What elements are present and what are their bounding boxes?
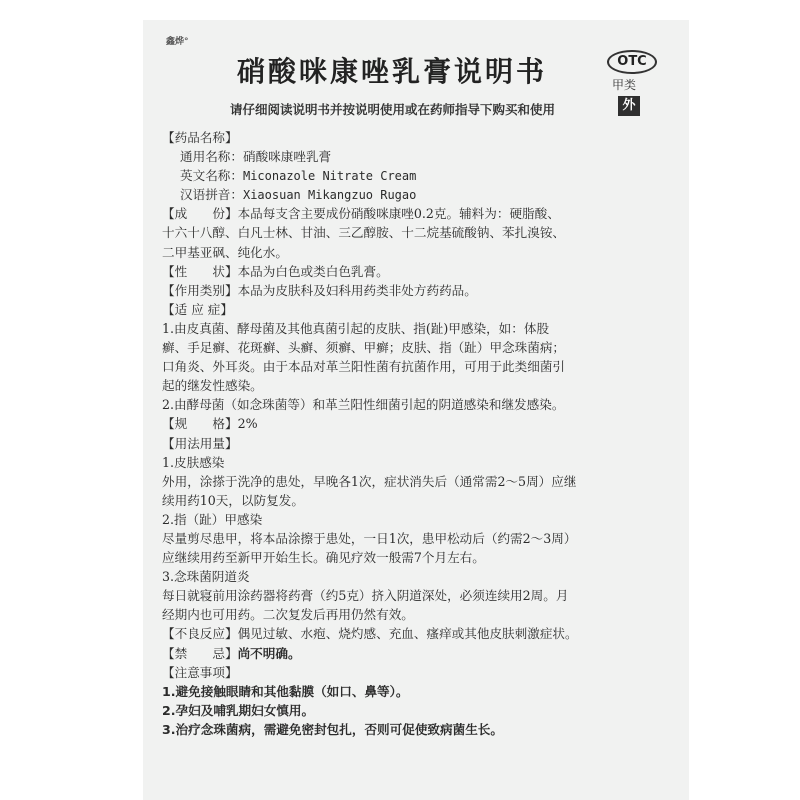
usage-vaginal-title: 3.念珠菌阴道炎 — [162, 569, 250, 585]
drug-category: 【作用类别】本品为皮肤科及妇科用药类非处方药药品。 — [162, 282, 477, 298]
ingredients-line-3: 二甲基亚砜、纯化水。 — [162, 244, 288, 260]
drug-leaflet — [152, 30, 682, 800]
page-title: 硝酸咪康唑乳膏说明书 — [237, 55, 548, 88]
otc-badge: OTC — [607, 50, 657, 74]
leaflet-body — [162, 128, 670, 739]
generic-name: 通用名称：硝酸咪康唑乳膏 — [180, 149, 332, 165]
english-name — [162, 166, 670, 185]
english-name-value: Miconazole Nitrate Cream — [242, 169, 417, 184]
brand-logo: 鑫烨° — [166, 37, 189, 47]
specification: 【规 格】2% — [162, 416, 258, 432]
section-heading-usage: 【用法用量】 — [162, 435, 238, 451]
indications-line-4: 起的继发性感染。 — [162, 378, 263, 394]
section-heading-name: 【药品名称】 — [162, 130, 238, 145]
usage-nail-line-1: 尽量剪尽患甲，将本品涂擦于患处，一日1次，患甲松动后（约需2～3周） — [162, 530, 577, 546]
usage-notice: 请仔细阅读说明书并按说明使用或在药师指导下购买和使用 — [230, 102, 556, 117]
indications-line-5: 2.由酵母菌（如念珠菌等）和革兰阳性细菌引起的阴道感染和继发感染。 — [162, 397, 565, 413]
adverse-reactions: 【不良反应】偶见过敏、水疱、烧灼感、充血、瘙痒或其他皮肤刺激症状。 — [162, 626, 578, 642]
usage-vaginal-line-2: 经期内也可用药。二次复发后再用仍然有效。 — [162, 607, 414, 623]
english-name-label: 英文名称： — [180, 168, 243, 184]
pinyin-name-value: Xiaosuan Mikangzuo Rugao — [242, 188, 417, 203]
indications-line-2: 癣、手足癣、花斑癣、头癣、须癣、甲癣；皮肤、指（趾）甲念珠菌病； — [162, 340, 565, 356]
ingredients-line-1: 【成 份】本品每支含主要成份硝酸咪康唑0.2克。辅料为：硬脂酸、 — [162, 206, 560, 222]
section-heading-notes: 【注意事项】 — [162, 664, 238, 680]
notes-line-3: 3.治疗念珠菌病，需避免密封包扎，否则可促使致病菌生长。 — [162, 721, 503, 737]
pinyin-name-label: 汉语拼音： — [180, 187, 243, 203]
indications-line-3: 口角炎、外耳炎。由于本品对革兰阳性菌有抗菌作用，可用于此类细菌引 — [162, 359, 565, 375]
ingredients-line-2: 十六十八醇、白凡士林、甘油、三乙醇胺、十二烷基硫酸钠、苯扎溴铵、 — [162, 225, 565, 241]
usage-nail-title: 2.指（趾）甲感染 — [162, 511, 263, 527]
contraindications — [162, 644, 670, 663]
properties: 【性 状】本品为白色或类白色乳膏。 — [162, 263, 389, 279]
otc-category-label: 甲类 — [612, 78, 637, 92]
pinyin-name — [162, 185, 670, 204]
external-use-badge: 外 — [618, 96, 640, 116]
notes-line-2: 2.孕妇及哺乳期妇女慎用。 — [162, 702, 315, 718]
usage-vaginal-line-1: 每日就寝前用涂药器将药膏（约5克）挤入阴道深处，必须连续用2周。月 — [162, 588, 569, 604]
contraindications-label: 【禁 忌】 — [162, 645, 238, 661]
usage-skin-line-2: 续用药10天，以防复发。 — [162, 492, 304, 508]
usage-nail-line-2: 应继续用药至新甲开始生长。确见疗效一般需7个月左右。 — [162, 550, 485, 566]
indications-line-1: 1.由皮真菌、酵母菌及其他真菌引起的皮肤、指(趾)甲感染，如：体股 — [162, 320, 550, 336]
contraindications-value: 尚不明确。 — [237, 645, 301, 661]
section-heading-indications: 【适 应 症】 — [162, 301, 233, 317]
usage-skin-title: 1.皮肤感染 — [162, 454, 225, 470]
usage-skin-line-1: 外用，涂搽于洗净的患处，早晚各1次，症状消失后（通常需2～5周）应继 — [162, 473, 577, 489]
notes-line-1: 1.避免接触眼睛和其他黏膜（如口、鼻等）。 — [162, 683, 409, 699]
